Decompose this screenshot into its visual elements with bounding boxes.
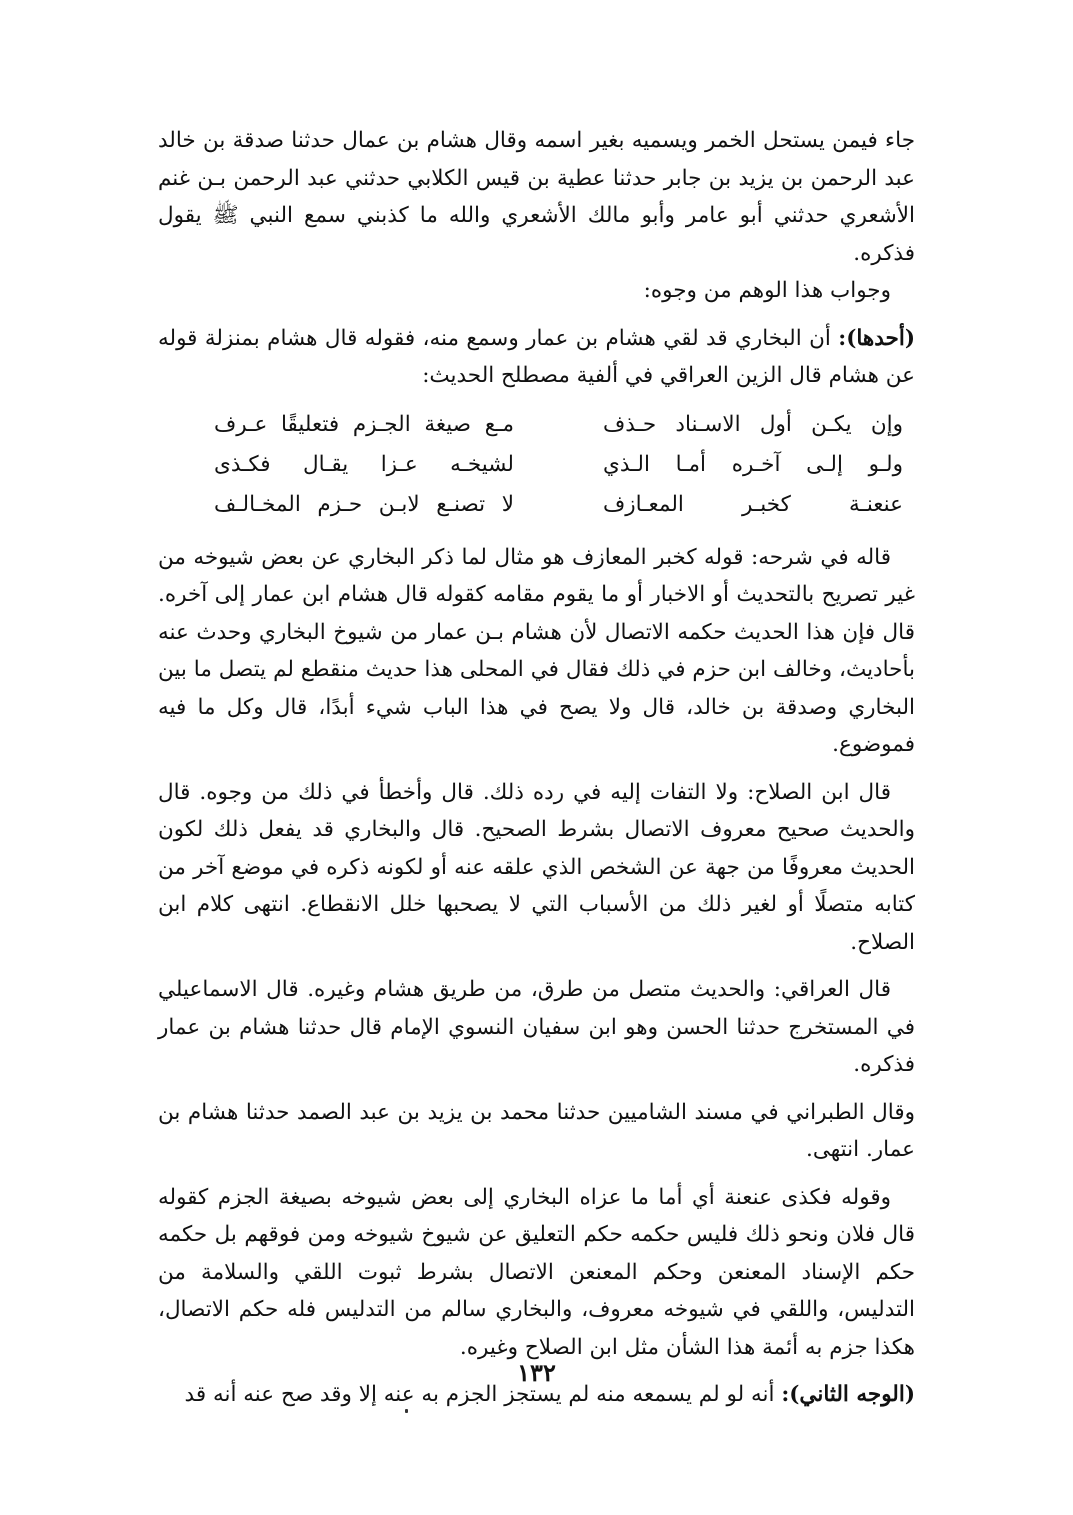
paragraph-6: قال العراقي: والحديث متصل من طرق، من طريق هشام وغيره. قال الاسماعيلي في المستخرج حدثنا الحسن وهو ابن سفيان النسوي الإمام قال حدثنا هشام بن عمار فذكره. (158, 977, 915, 1077)
poem-second-hemistich: مـع صيغة الجـزم فتعليقًا عـرف (214, 411, 514, 437)
paragraph-3-text: أن البخاري قد لقي هشام بن عمار وسمع منه، فقوله قال هشام بمنزلة قوله عن هشام قال الزين العراقي في ألفية مصطلح الحديث: (158, 325, 915, 388)
paragraph-9-text: أنه لو لم يسمعه منه لم يستجز الجزم به عنه إلا وقد صح عنه أنه قد (184, 1382, 782, 1407)
paragraph-5: قال ابن الصلاح: ولا التفات إليه في رده ذلك. قال وأخطأ في ذلك من وجوه. قال والحديث صحيح معروف الاتصال بشرط الصحيح. قال والبخاري قد يفعل ذلك لكون الحديث معروفًا من جهة عن الشخص الذي علقه عنه أو لكونه ذكره في موضع آخر من كتابه متصلًا أو لغير ذلك من الأسباب التي لا يصحبها خلل الانقطاع. انتهى كلام ابن الصلاح. (158, 779, 915, 955)
paragraph-1: جاء فيمن يستحل الخمر ويسميه بغير اسمه وقال هشام بن عمال حدثنا صدقة بن خالد عبد الرحمن بن يزيد بن جابر حدثنا عطية بن قيس الكلابي حدثني عبد الرحمن بـن غنم الأشعري حدثني أبو عامر وأبو مالك الأشعري والله ما كذبني سمع النبي ﷺ يقول فذكره. (158, 128, 915, 266)
poem-verse (158, 405, 915, 445)
poem-block (158, 405, 915, 525)
paragraph-3-lead: (أحدها): (838, 325, 915, 351)
poem-verse (158, 485, 915, 525)
paragraph-4: قاله في شرحه: قوله كخبر المعازف هو مثال لما ذكر البخاري عن بعض شيوخه من غير تصريح بالتحديث أو الاخبار أو ما يقوم مقامه كقوله قال هشام ابن عمار إلى آخره. قال فإن هذا الحديث حكمه الاتصال لأن هشام بـن عمار من شيوخ البخاري وحدث عنه بأحاديث، وخالف ابن حزم في ذلك فقال في المحلى هذا حديث منقطع لم يتصل ما بين البخاري وصدقة بن خالد، قال ولا يصح في هذا الباب شيء أبدًا، قال وكل ما فيه فموضوع. (158, 544, 915, 757)
paragraph-9-lead: (الوجه الثاني): (781, 1382, 915, 1407)
paragraph-3 (158, 320, 915, 395)
poem-first-hemistich: عنعنـة كخبـر المعـازف (603, 491, 903, 517)
paragraph-2: وجواب هذا الوهم من وجوه: (643, 278, 891, 303)
page-number: ١٣٢ (517, 1358, 556, 1387)
poem-first-hemistich: وإن يكـن أول الاسـناد حـذف (603, 411, 903, 437)
paragraph-8: وقوله فكذى عنعنة أي أما ما عزاه البخاري إلى بعض شيوخه بصيغة الجزم كقوله قال فلان ونحو ذلك فليس حكمه حكم التعليق عن شيوخ شيوخه ومن فوقهم بل حكمه حكم الإسناد المعنعن وحكم المعنعن الاتصال بشرط ثبوت اللقي والسلامة من التدليس، واللقي في شيوخه معروف، والبخاري سالم من التدليس فله حكم الاتصال، هكذا جزم به أئمة هذا الشأن مثل ابن الصلاح وغيره. (158, 1184, 915, 1360)
poem-second-hemistich: لا تصنـع لابـن حـزم المخـالـف (214, 491, 514, 517)
paragraph-7: وقال الطبراني في مسند الشاميين حدثنا محمد بن يزيد بن عبد الصمد حدثنا هشام بن عمار. انتهى. (158, 1099, 915, 1162)
poem-first-hemistich: ولـو إلـى آخـره أمـا الـذي (603, 451, 903, 477)
poem-verse (158, 445, 915, 485)
scan-speck (405, 1409, 408, 1413)
poem-second-hemistich: لشيخـه عـزا يقـال فكـذى (214, 451, 514, 477)
page-body (158, 122, 915, 1414)
